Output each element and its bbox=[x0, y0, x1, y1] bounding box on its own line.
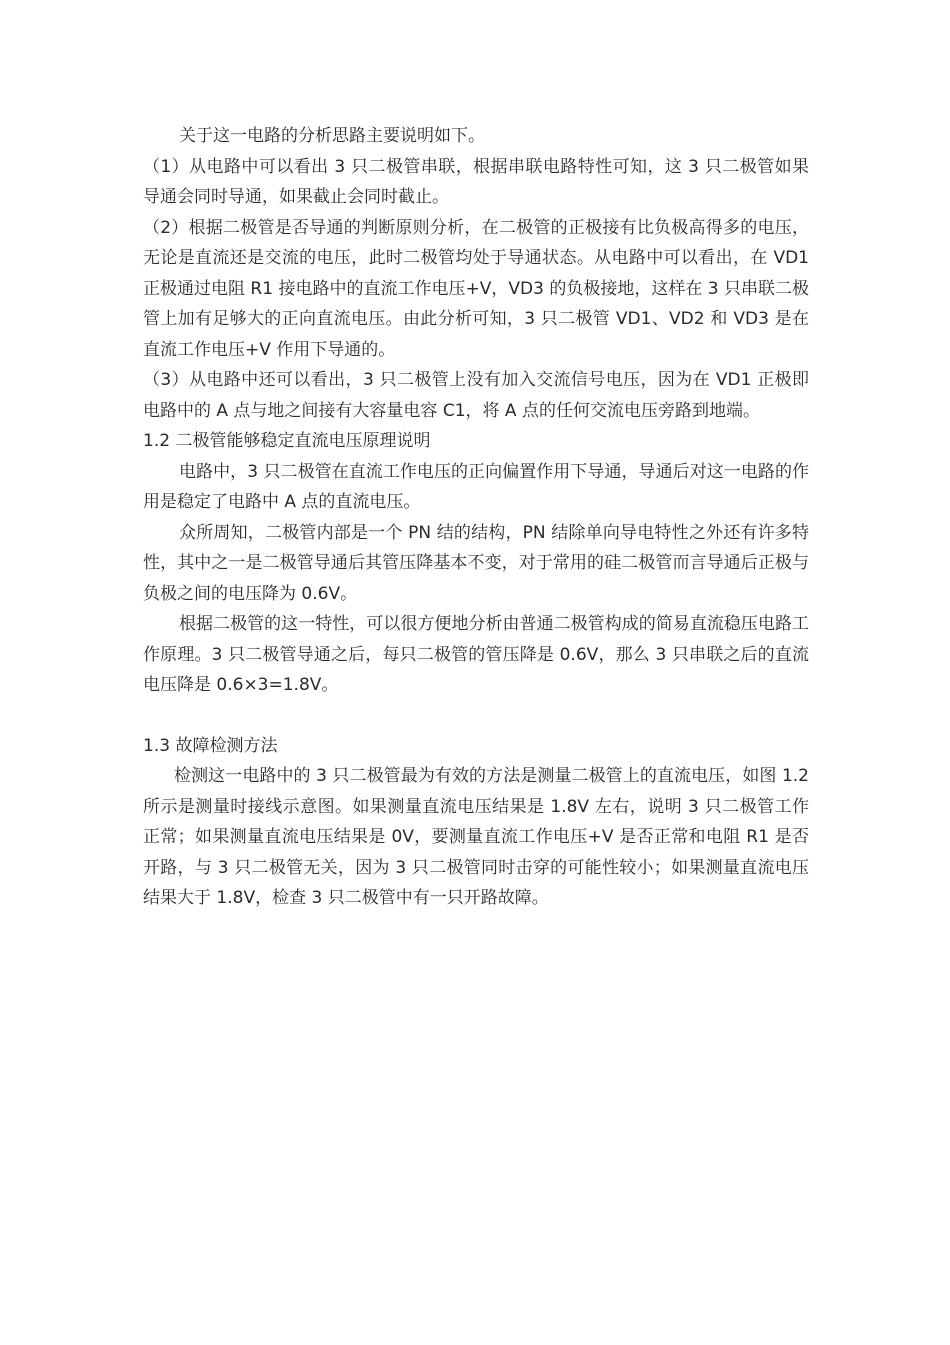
analysis-point-3: （3）从电路中还可以看出，3 只二极管上没有加入交流信号电压，因为在 VD1 正极即电路中的 A 点与地之间接有大容量电容 C1，将 A 点的任何交流电压旁路到地端。 bbox=[143, 370, 809, 421]
analysis-point-1: （1）从电路中可以看出 3 只二极管串联，根据串联电路特性可知，这 3 只二极管如果导通会同时导通，如果截止会同时截止。 bbox=[143, 156, 809, 207]
section-heading-1-3: 1.3 故障检测方法 bbox=[143, 735, 278, 756]
section-1-2-paragraph-3: 根据二极管的这一特性，可以很方便地分析由普通二极管构成的简易直流稳压电路工作原理。3 只二极管导通之后，每只二极管的管压降是 0.6V，那么 3 只串联之后的直流电压降是 0.6×3=1.8V。 bbox=[143, 614, 809, 695]
analysis-point-2: （2）根据二极管是否导通的判断原则分析，在二极管的正极接有比负极高得多的电压，无论是直流还是交流的电压，此时二极管均处于导通状态。从电路中可以看出，在 VD1 正极通过电阻 R1 接电路中的直流工作电压+V，VD3 的负极接地，这样在 3 只串联二极管上加有足够大的正向直流电压。由此分析可知，3 只二极管 VD1、VD2 和 VD3 是在直流工作电压+V 作用下导通的。 bbox=[143, 217, 809, 360]
document-body bbox=[143, 121, 809, 914]
section-1-2-paragraph-1: 电路中，3 只二极管在直流工作电压的正向偏置作用下导通，导通后对这一电路的作用是稳定了电路中 A 点的直流电压。 bbox=[143, 461, 809, 512]
section-1-3-paragraph-1: 检测这一电路中的 3 只二极管最为有效的方法是测量二极管上的直流电压，如图 1.2 所示是测量时接线示意图。如果测量直流电压结果是 1.8V 左右，说明 3 只二极管工作正常；如果测量直流电压结果是 0V，要测量直流工作电压+V 是否正常和电阻 R1 是否开路，与 3 只二极管无关，因为 3 只二极管同时击穿的可能性较小；如果测量直流电压结果大于 1.8V，检查 3 只二极管中有一只开路故障。 bbox=[143, 766, 809, 908]
intro-paragraph: 关于这一电路的分析思路主要说明如下。 bbox=[179, 126, 485, 146]
section-1-2-paragraph-2: 众所周知，二极管内部是一个 PN 结的结构，PN 结除单向导电特性之外还有许多特性，其中之一是二极管导通后其管压降基本不变，对于常用的硅二极管而言导通后正极与负极之间的电压降为 0.6V。 bbox=[143, 522, 809, 604]
section-spacer bbox=[143, 701, 809, 731]
section-heading-1-2: 1.2 二极管能够稳定直流电压原理说明 bbox=[143, 431, 431, 451]
